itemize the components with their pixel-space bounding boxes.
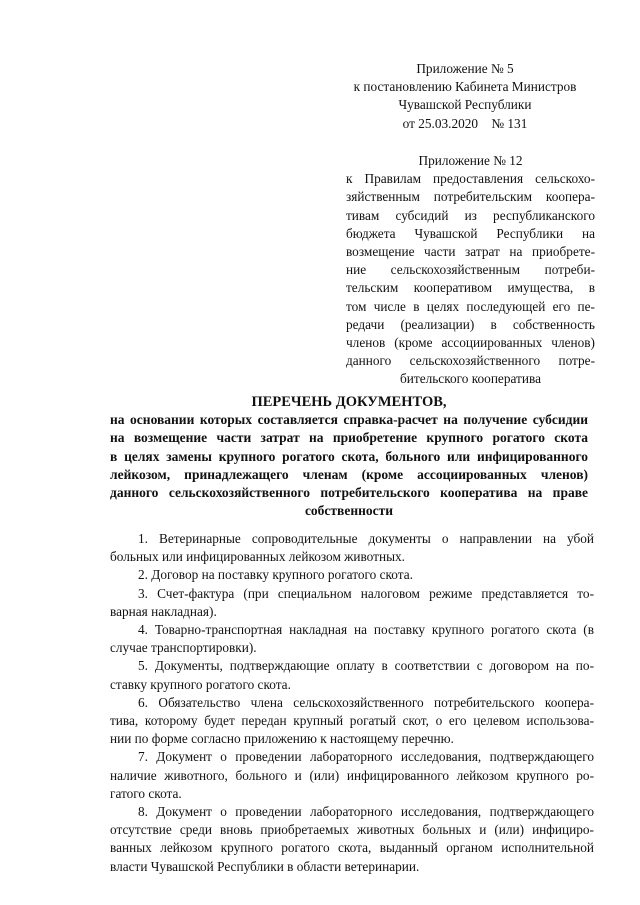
appendix-12-line: ние сельскохозяйственным потреби- [346,262,595,278]
list-item [110,748,594,803]
document-title-line: в целях замены крупного рогатого скота, больного или инфицированного [110,448,588,464]
list-item [110,585,594,621]
list-item-line: 8. Документ о проведении лабораторного исследования, подтверждающего [138,804,594,820]
appendix-12-line: том числе в целях последующей его пе- [346,298,595,314]
documents-list [110,530,594,876]
appendix-5-line: от 25.03.2020 № 131 [402,115,528,131]
document-title-line: данного сельскохозяйственного потребительского кооператива на праве [110,485,588,501]
list-item-line: 5. Документы, подтверждающие оплату в соответствии с договором на по- [138,658,594,674]
list-item-line: отсутствие среди вновь приобретаемых животных больных и (или) инфициро- [110,822,594,838]
appendix-12-line: бюджета Чувашской Республики на [346,225,595,241]
list-item-line: случае транспортировки). [110,640,257,656]
list-item-line: тива, которому будет передан крупный рогатый скот, о его целевом использова- [110,713,594,729]
appendix-5-line: Приложение № 5 [416,61,514,76]
list-item [110,621,594,657]
appendix-12-line: зяйственным потребительским коопера- [346,189,595,205]
appendix-12-line: к Правилам предоставления сельскохо- [346,171,595,187]
list-item-line: власти Чувашской Республики в области ветеринарии. [110,858,420,874]
appendix-12-line: бительского кооператива [400,371,541,387]
document-title-line: на основании которых составляется справка-расчет на получение субсидии [110,412,588,428]
list-item [110,530,594,566]
appendix-12-line: тельским кооперативом имущества, в [346,280,595,296]
list-item-line: 1. Ветеринарные сопроводительные документы о направлении на убой [138,531,594,546]
appendix-12-line: членов (кроме ассоциированных членов) [346,335,595,351]
list-item-line: ставку крупного рогатого скота. [110,676,291,692]
appendix-5-line: Чувашской Республики [398,97,532,113]
list-item-line: 3. Счет-фактура (при специальном налоговом режиме представляется то- [138,585,594,601]
list-item-line: нии по форме согласно приложению к настоящему перечню. [110,731,454,747]
list-item [110,803,594,876]
list-item-line: 2. Договор на поставку крупного рогатого скота. [138,567,413,583]
appendix-12-title: Приложение № 12 [418,153,523,168]
list-item-line: наличие животного, больного и (или) инфицированного лейкозом крупного ро- [110,767,594,783]
list-item-line: 4. Товарно-транспортная накладная на поставку крупного рогатого скота (в [138,622,594,638]
appendix-12-line: тивам субсидий из республиканского [346,207,595,223]
list-item-line: больных или инфицированных лейкозом животных. [110,549,405,565]
document-title-line: лейкозом, принадлежащего членам (кроме ассоциированных членов) [110,466,588,482]
appendix-12-body [346,170,595,388]
document-title-line: собственности [304,503,394,519]
appendix-5-line: к постановлению Кабинета Министров [353,79,577,95]
list-item-line: 7. Документ о проведении лабораторного исследования, подтверждающего [138,749,594,765]
list-item-line: варная накладная). [110,603,217,619]
list-item [110,657,594,693]
appendix-12-line: редачи (реализации) в собственность [346,316,595,332]
appendix-12-header [346,152,595,389]
list-item [110,694,594,749]
appendix-12-line: возмещение части затрат на приобрете- [346,244,595,260]
list-item-line: 6. Обязательство члена сельскохозяйственного потребительского коопера- [138,694,594,710]
appendix-12-line: данного сельскохозяйственного потре- [346,353,595,369]
appendix-5-header [340,60,590,133]
document-title-main: ПЕРЕЧЕНЬ ДОКУМЕНТОВ, [251,394,447,410]
list-item-line: гатого скота. [110,785,182,801]
document-title-line: на возмещение части затрат на приобретение крупного рогатого скота [110,430,588,446]
list-item [110,566,594,584]
document-title [110,393,588,520]
list-item-line: ванных лейкозом крупного рогатого скота, выданный органом исполнительной [110,840,594,856]
